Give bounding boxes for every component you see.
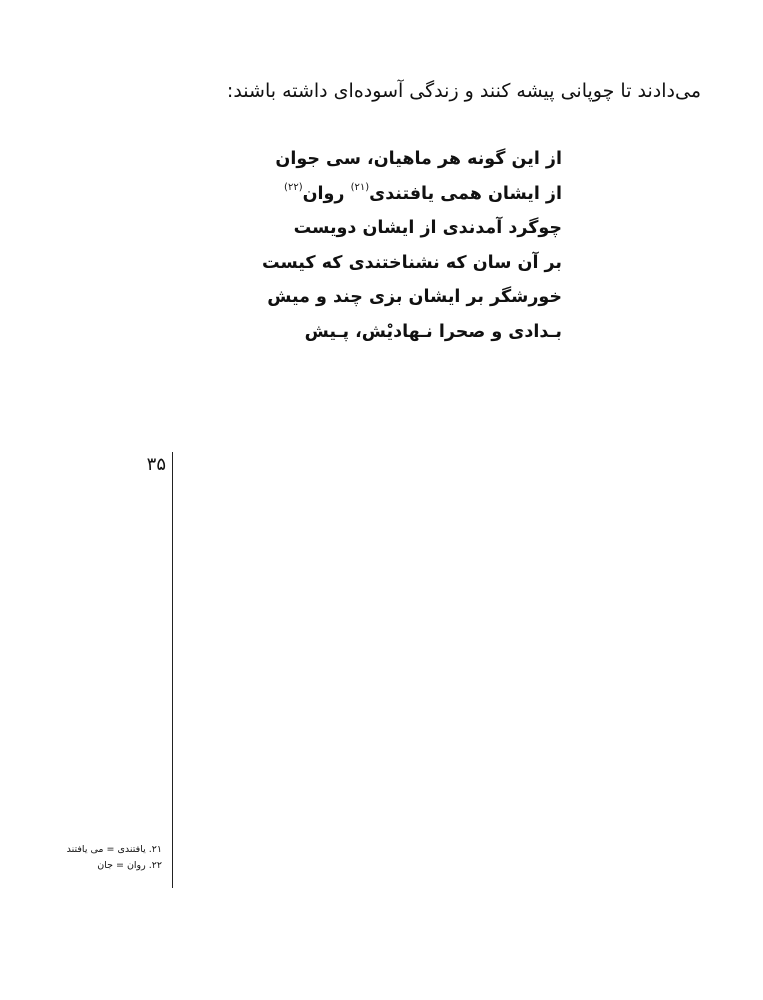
poem-verse-4: بر آن سان که نشناختندی که کیست [261, 252, 562, 273]
footnote-marker-22: (۲۲) [284, 181, 303, 193]
margin-rule [172, 452, 173, 888]
poem-verse-6: بـدادی و صحرا نـهادیْش، پـیش [304, 321, 562, 342]
footnote-21: ۲۱. یافتندی = می یافتند [66, 844, 162, 855]
poem-block [261, 142, 562, 349]
footnote-marker-21: (۲۱) [350, 181, 370, 193]
poem-verse-2 [284, 177, 562, 212]
poem-verse-1: از این گونه هر ماهیان، سی جوان [275, 149, 562, 169]
footnote-22: ۲۲. روان = جان [97, 860, 162, 871]
poem-verse-5: خورشگر بر ایشان بزی چند و میش [267, 287, 562, 307]
verse-2-text-a: از ایشان همی یافتندی [369, 183, 562, 204]
intro-line: می‌دادند تا چوپانی پیشه کنند و زندگی آسوده‌ای داشته باشند: [226, 80, 701, 102]
poem-verse-3: چوگرد آمدندی از ایشان دویست [293, 218, 562, 238]
verse-2-text-b: روان [302, 183, 351, 204]
page-number: ۳۵ [146, 454, 166, 475]
footnotes [40, 842, 162, 874]
